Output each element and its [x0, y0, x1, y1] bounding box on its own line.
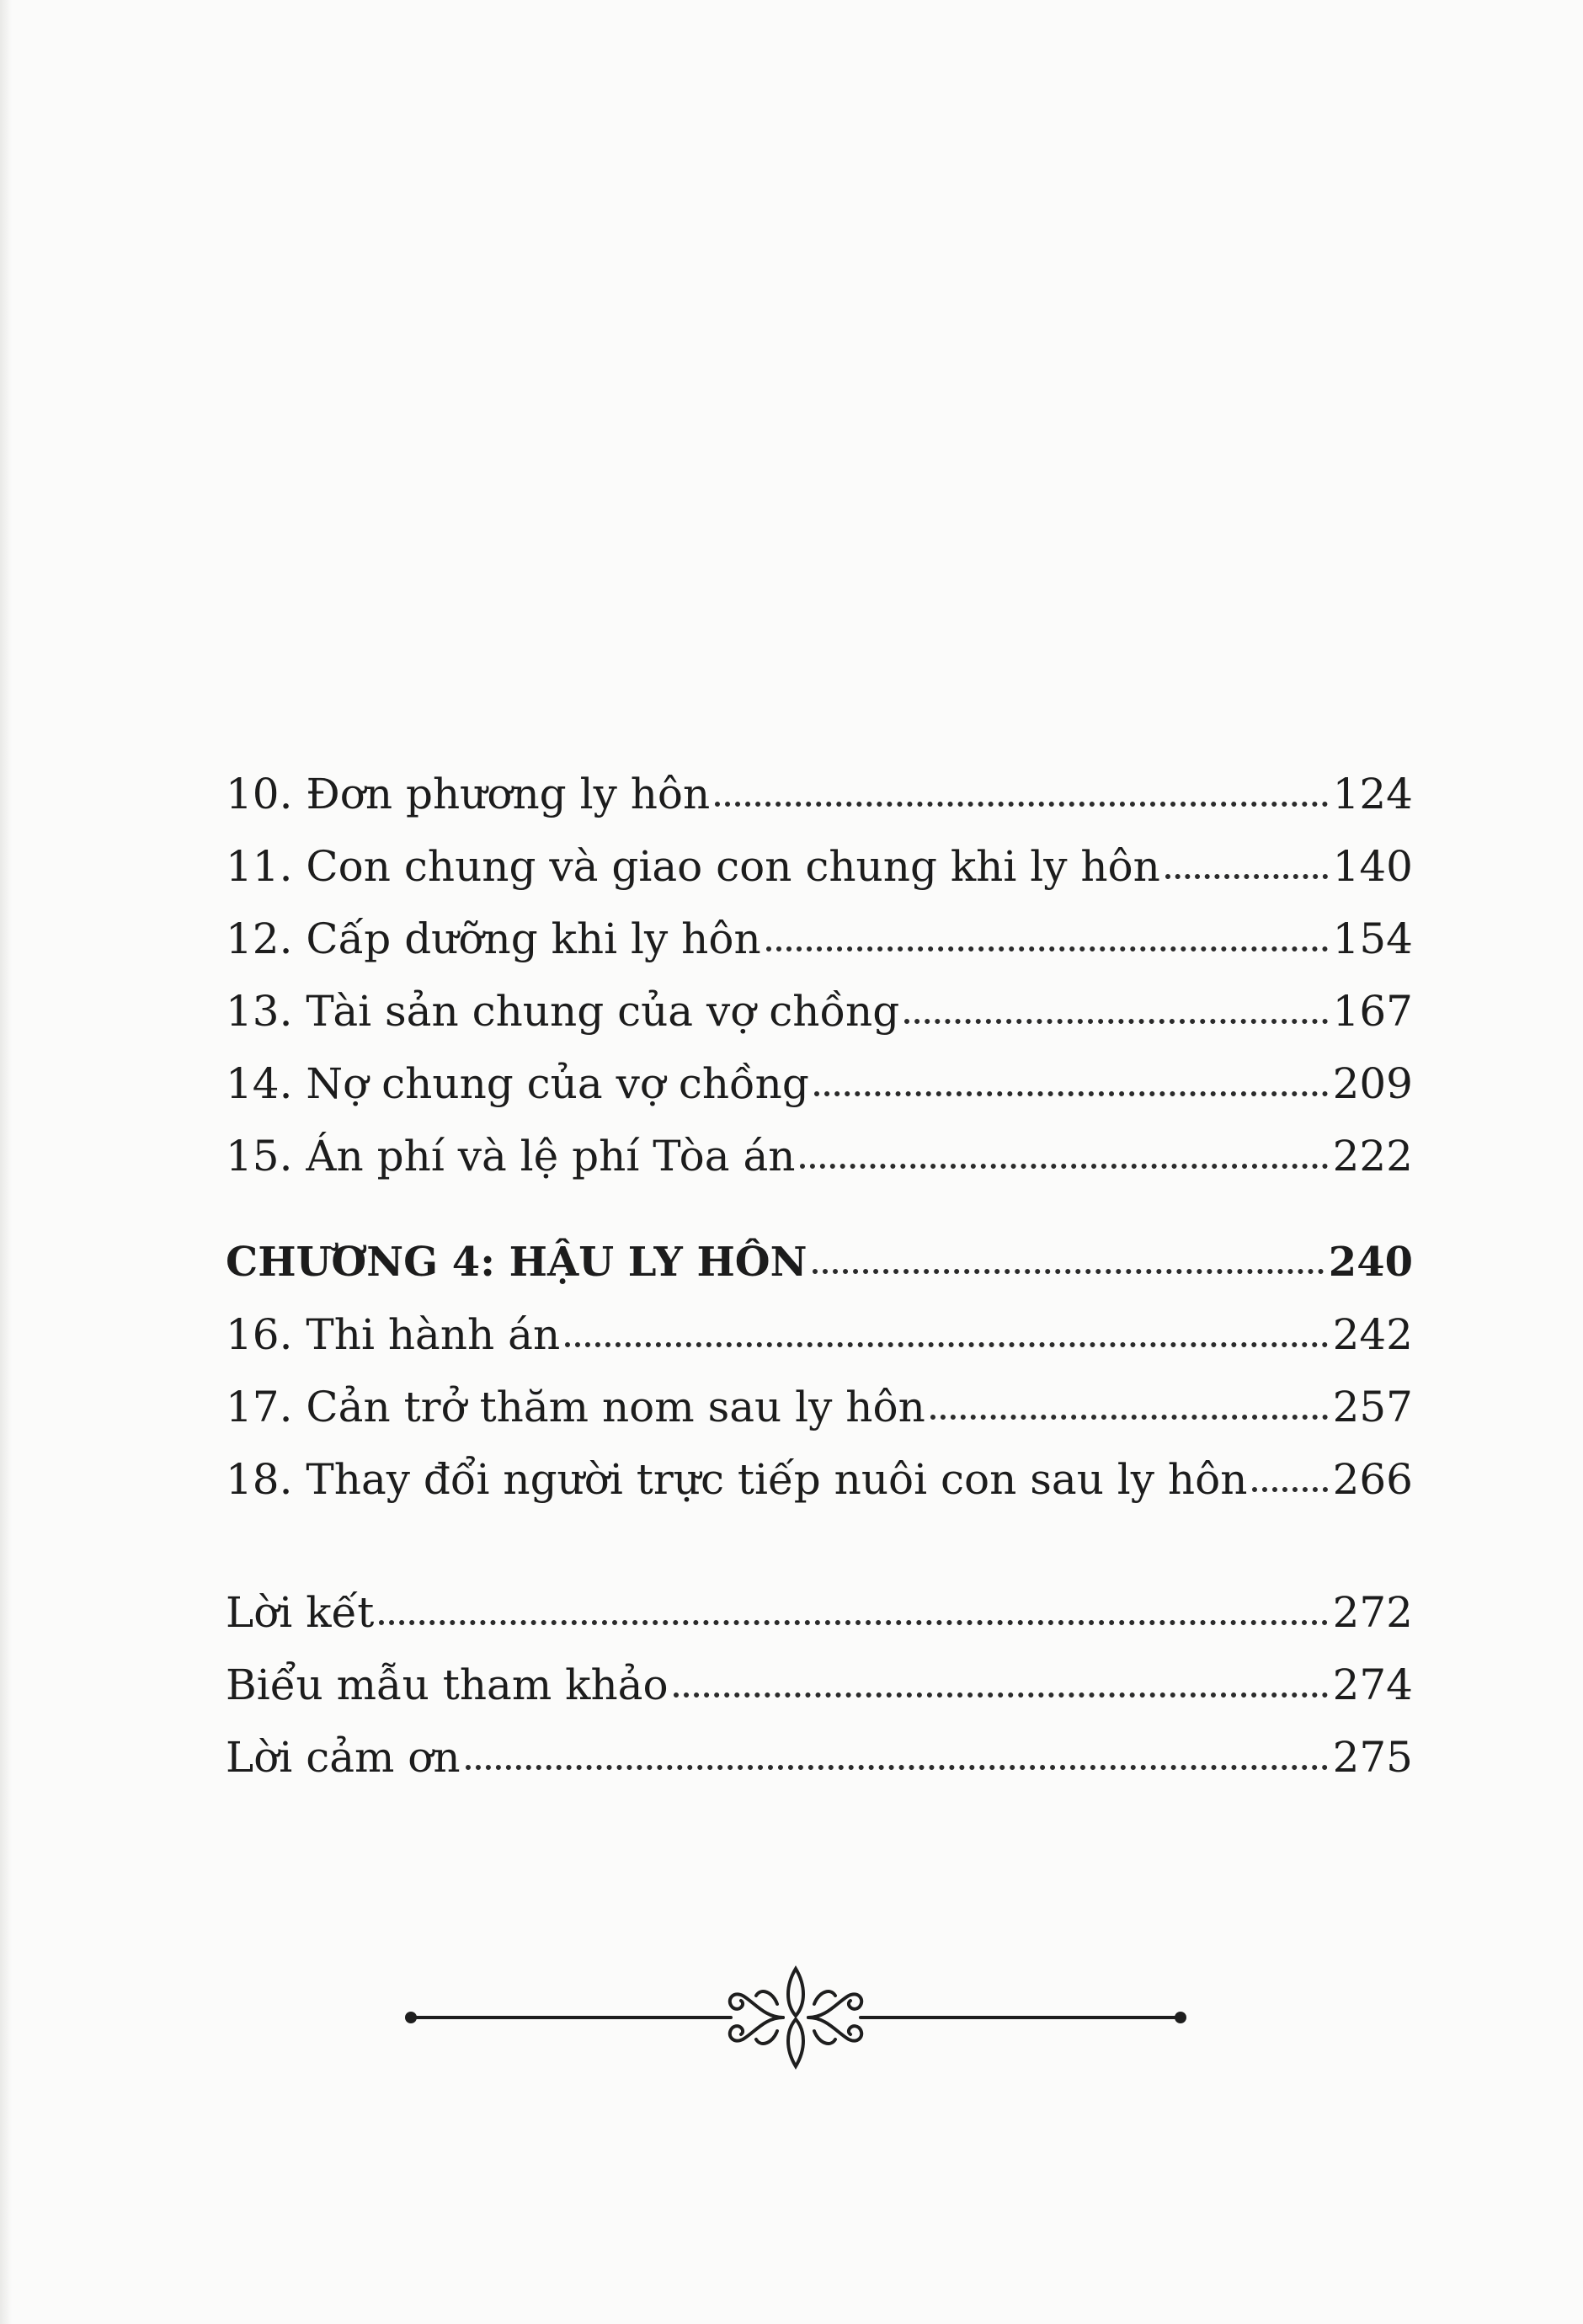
toc-entry-label: 11. Con chung và giao con chung khi ly hôn [226, 842, 1160, 891]
dot-leader [800, 1164, 1327, 1169]
spacer [226, 1516, 1413, 1576]
toc-entry-17[interactable] [226, 1371, 1413, 1443]
spacer [226, 1192, 1413, 1226]
table-of-contents [226, 758, 1413, 1794]
toc-entry-loi-ket[interactable] [226, 1576, 1413, 1649]
toc-entry-label: 17. Cản trở thăm nom sau ly hôn [226, 1383, 925, 1431]
toc-entry-12[interactable] [226, 903, 1413, 975]
dot-leader [814, 1091, 1328, 1096]
page-edge [0, 0, 12, 2324]
dot-leader [674, 1692, 1328, 1698]
toc-entry-label: Lời kết [226, 1588, 375, 1637]
dot-leader [466, 1765, 1328, 1770]
toc-entry-label: 14. Nợ chung của vợ chồng [226, 1059, 809, 1108]
dot-leader [813, 1269, 1324, 1274]
toc-entry-label: 18. Thay đổi người trực tiếp nuôi con sau ly hôn [226, 1455, 1248, 1504]
toc-entry-page: 222 [1332, 1132, 1413, 1181]
toc-entry-page: 242 [1332, 1310, 1413, 1359]
toc-entry-page: 209 [1332, 1059, 1413, 1108]
toc-entry-10[interactable] [226, 758, 1413, 830]
toc-entry-page: 257 [1332, 1383, 1413, 1431]
dot-leader [565, 1342, 1327, 1347]
toc-entry-15[interactable] [226, 1120, 1413, 1192]
dot-leader [379, 1620, 1327, 1625]
toc-entry-label: 10. Đơn phương ly hôn [226, 770, 711, 818]
toc-entry-page: 272 [1332, 1588, 1413, 1637]
dot-leader [904, 1019, 1327, 1024]
toc-entry-label: Lời cảm ơn [226, 1733, 461, 1782]
toc-entry-page: 274 [1332, 1660, 1413, 1709]
dot-leader [1165, 874, 1328, 879]
dot-leader [930, 1415, 1328, 1420]
toc-entry-18[interactable] [226, 1443, 1413, 1516]
toc-entry-loi-cam-on[interactable] [226, 1721, 1413, 1794]
toc-entry-label: 12. Cấp dưỡng khi ly hôn [226, 914, 761, 963]
toc-entry-page: 167 [1332, 987, 1413, 1036]
toc-entry-label: 16. Thi hành án [226, 1310, 561, 1359]
toc-entry-label: 15. Án phí và lệ phí Tòa án [226, 1132, 796, 1181]
toc-entry-13[interactable] [226, 975, 1413, 1047]
ornament-divider-icon [402, 1962, 1189, 2071]
toc-entry-bieu-mau[interactable] [226, 1649, 1413, 1721]
dot-leader [1252, 1487, 1327, 1492]
toc-entry-label: 13. Tài sản chung của vợ chồng [226, 987, 900, 1036]
toc-chapter-page: 240 [1328, 1239, 1413, 1286]
toc-entry-page: 154 [1332, 914, 1413, 963]
toc-entry-page: 266 [1332, 1455, 1413, 1504]
toc-entry-11[interactable] [226, 830, 1413, 903]
toc-entry-16[interactable] [226, 1298, 1413, 1371]
dot-leader [766, 946, 1328, 951]
toc-entry-page: 124 [1332, 770, 1413, 818]
toc-entry-label: Biểu mẫu tham khảo [226, 1660, 669, 1709]
toc-entry-page: 275 [1332, 1733, 1413, 1782]
dot-leader [715, 802, 1327, 807]
toc-chapter-label: CHƯƠNG 4: HẬU LY HÔN [226, 1239, 807, 1286]
toc-entry-14[interactable] [226, 1047, 1413, 1120]
toc-chapter-4[interactable] [226, 1226, 1413, 1298]
toc-entry-page: 140 [1332, 842, 1413, 891]
